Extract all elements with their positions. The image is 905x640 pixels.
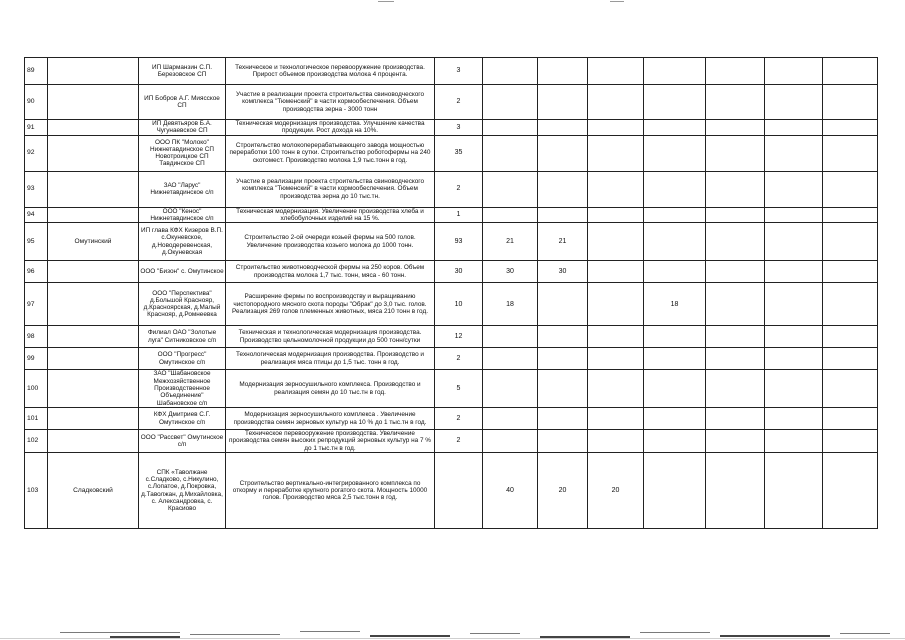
district-name [48,283,139,326]
district-name [48,171,139,207]
row-number: 97 [25,283,48,326]
project-description: Модернизация зерносушильного комплекса. Производство и реализация семян до 10 тыс.тн в год. [226,370,435,408]
total-value: 2 [435,430,483,453]
value-cell-4 [644,135,706,171]
row-number: 101 [25,408,48,430]
row-number: 98 [25,326,48,348]
table-row [25,171,878,207]
district-name [48,326,139,348]
project-description: Техническая модернизация производства. Улучшение качества продукции. Рост дохода на 10%. [226,120,435,136]
empty-cell-6 [765,430,823,453]
value-cell-2 [538,171,588,207]
value-cell-2 [538,283,588,326]
total-value: 10 [435,283,483,326]
table-row [25,85,878,120]
value-cell-3 [588,120,644,136]
table-row [25,370,878,408]
organization-name: ИП глава КФХ Кизеров В.П. с.Окуневское, д.Новодеревенская, д.Окуневская [139,223,226,261]
row-number: 95 [25,223,48,261]
total-value: 30 [435,261,483,283]
value-cell-2: 30 [538,261,588,283]
empty-cell-6 [765,408,823,430]
value-cell-4 [644,207,706,223]
value-cell-3 [588,370,644,408]
total-value: 93 [435,223,483,261]
empty-cell-6 [765,120,823,136]
scan-artifact-top [0,0,905,3]
total-value: 12 [435,326,483,348]
value-cell-2 [538,408,588,430]
table-row [25,58,878,85]
registry-table-body [25,58,878,529]
project-description: Строительство молокоперерабатывающего завода мощностью переработки 100 тонн в сутки. Строительство роботофермы на 240 скотомест. Производство молока 1,9 тыс.тонн в год. [226,135,435,171]
organization-name: ЗАО "Шабановское Межхозяйственное Производственное Объединение" Шабановское с/п [139,370,226,408]
value-cell-4 [644,370,706,408]
value-cell-5 [706,261,765,283]
value-cell-1 [483,326,538,348]
table-row [25,223,878,261]
project-description: Строительство животноводческой фермы на 250 коров. Объем производства молока 1,7 тыс. тонн, мяса - 60 тонн. [226,261,435,283]
total-value: 35 [435,135,483,171]
value-cell-5 [706,326,765,348]
value-cell-2 [538,370,588,408]
value-cell-4 [644,120,706,136]
value-cell-4 [644,261,706,283]
value-cell-3 [588,135,644,171]
value-cell-1: 30 [483,261,538,283]
project-description: Строительство 2-ой очереди козьей фермы на 500 голов. Увеличение производства козьего молока до 1000 тонн. [226,223,435,261]
row-number: 102 [25,430,48,453]
organization-name: КФХ Дмитриев С.Г. Омутинское с/п [139,408,226,430]
value-cell-1 [483,348,538,370]
total-value: 3 [435,120,483,136]
table-row [25,408,878,430]
value-cell-4 [644,58,706,85]
registry-table [24,57,878,529]
value-cell-2 [538,85,588,120]
row-number: 91 [25,120,48,136]
district-name [48,58,139,85]
project-description: Техническое и технологическое перевооружение производства. Прирост объемов производства молока 4 процента. [226,58,435,85]
value-cell-1: 40 [483,453,538,529]
empty-cell-7 [823,408,878,430]
empty-cell-6 [765,283,823,326]
value-cell-5 [706,408,765,430]
district-name [48,430,139,453]
table-row [25,207,878,223]
value-cell-2 [538,58,588,85]
table-row [25,283,878,326]
table-row [25,453,878,529]
organization-name: ООО "Рассвет" Омутинское с/п [139,430,226,453]
project-description: Участие в реализации проекта строительства свиноводческого комплекса "Тюменский" в части кормообеспечения. Объем производства зерна - 3000 тонн [226,85,435,120]
row-number: 100 [25,370,48,408]
district-name [48,348,139,370]
value-cell-1: 21 [483,223,538,261]
value-cell-3 [588,283,644,326]
value-cell-3: 20 [588,453,644,529]
value-cell-3 [588,326,644,348]
value-cell-1 [483,120,538,136]
project-description: Модернизация зерносушильного комплекса . Увеличение производства семян зерновых культур на 10 % до 1 тыс.тн в год. [226,408,435,430]
value-cell-2: 21 [538,223,588,261]
district-name [48,261,139,283]
value-cell-2 [538,348,588,370]
value-cell-4 [644,223,706,261]
value-cell-4 [644,408,706,430]
row-number: 89 [25,58,48,85]
value-cell-1 [483,171,538,207]
empty-cell-7 [823,120,878,136]
value-cell-3 [588,223,644,261]
value-cell-5 [706,430,765,453]
value-cell-3 [588,85,644,120]
total-value: 2 [435,408,483,430]
row-number: 96 [25,261,48,283]
value-cell-4 [644,430,706,453]
organization-name: ООО "Перспектива" д.Большой Краснояр, д.Красноярская, д.Малый Краснояр, д.Ромнеевка [139,283,226,326]
project-description: Техническое перевооружение производства. Увеличение производства семян высоких репродукций зерновых культур на 7 % до 1 тыс.тн в год. [226,430,435,453]
total-value: 2 [435,348,483,370]
organization-name: СПК «Таволжане с.Сладково, с.Никулино, с.Лопатое, д.Покровка, д.Таволжан, д.Михайловка, с. Александровка, с. Красиово [139,453,226,529]
empty-cell-6 [765,135,823,171]
value-cell-5 [706,223,765,261]
value-cell-1 [483,58,538,85]
organization-name: ЗАО "Ларус" Нижнетавдинское с/п [139,171,226,207]
empty-cell-7 [823,348,878,370]
value-cell-3 [588,58,644,85]
value-cell-3 [588,408,644,430]
total-value: 2 [435,85,483,120]
organization-name: ИП Шарманзин С.П. Березовское СП [139,58,226,85]
value-cell-5 [706,58,765,85]
value-cell-1 [483,408,538,430]
empty-cell-6 [765,58,823,85]
total-value [435,453,483,529]
empty-cell-6 [765,348,823,370]
table-row [25,326,878,348]
value-cell-3 [588,171,644,207]
total-value: 1 [435,207,483,223]
project-description: Технологическая модернизация производства. Производство и реализация мяса птицы до 1,5 тыс. тонн в год. [226,348,435,370]
district-name [48,85,139,120]
value-cell-1 [483,207,538,223]
table-row [25,348,878,370]
project-description: Расширение фермы по воспроизводству и выращиванию чистопородного мясного скота породы "Обрак" до 3,0 тыс. голов. Реализация 269 голов племенных животных, мяса 210 тонн в год. [226,283,435,326]
row-number: 90 [25,85,48,120]
empty-cell-7 [823,85,878,120]
project-description: Техническая модернизация. Увеличение производства хлеба и хлебобулочных изделий на 15 %. [226,207,435,223]
empty-cell-6 [765,207,823,223]
total-value: 3 [435,58,483,85]
value-cell-5 [706,370,765,408]
value-cell-3 [588,261,644,283]
row-number: 99 [25,348,48,370]
empty-cell-6 [765,326,823,348]
value-cell-4 [644,171,706,207]
value-cell-1 [483,430,538,453]
project-description: Строительство вертикально-интегрированного комплекса по откорму и переработке крупного рогатого скота. Мощность 10000 голов. Производство мяса 2,5 тыс.тонн в год. [226,453,435,529]
value-cell-5 [706,171,765,207]
project-description: Участие в реализации проекта строительства свиноводческого комплекса "Тюменский" в части кормообеспечения. Объем производства зерна до 10 тыс.тн. [226,171,435,207]
empty-cell-6 [765,370,823,408]
district-name: Омутинский [48,223,139,261]
value-cell-3 [588,207,644,223]
total-value: 5 [435,370,483,408]
total-value: 2 [435,171,483,207]
value-cell-1 [483,370,538,408]
organization-name: ООО "Прогресс" Омутинское с/п [139,348,226,370]
value-cell-4: 18 [644,283,706,326]
value-cell-2 [538,135,588,171]
empty-cell-7 [823,430,878,453]
value-cell-4 [644,326,706,348]
empty-cell-7 [823,453,878,529]
empty-cell-7 [823,326,878,348]
organization-name: ИП Девятьяров Б.А. Чугунаевское СП [139,120,226,136]
district-name [48,370,139,408]
empty-cell-6 [765,85,823,120]
value-cell-2 [538,207,588,223]
value-cell-4 [644,85,706,120]
row-number: 93 [25,171,48,207]
value-cell-4 [644,348,706,370]
table-row [25,261,878,283]
value-cell-5 [706,85,765,120]
empty-cell-6 [765,261,823,283]
organization-name: Филиал ОАО "Золотые луга" Ситниковское с/п [139,326,226,348]
empty-cell-7 [823,58,878,85]
value-cell-5 [706,207,765,223]
row-number: 94 [25,207,48,223]
organization-name: ООО "Бизон" с. Омутинское [139,261,226,283]
project-description: Техническая и технологическая модернизация производства. Производство цельномолочной продукции до 500 тонн/сутки [226,326,435,348]
value-cell-1 [483,85,538,120]
value-cell-2 [538,120,588,136]
empty-cell-7 [823,223,878,261]
value-cell-5 [706,283,765,326]
empty-cell-7 [823,171,878,207]
empty-cell-7 [823,261,878,283]
scan-artifact-bottom [0,612,905,640]
value-cell-2: 20 [538,453,588,529]
district-name [48,120,139,136]
value-cell-2 [538,326,588,348]
value-cell-3 [588,430,644,453]
empty-cell-6 [765,453,823,529]
empty-cell-7 [823,207,878,223]
value-cell-4 [644,453,706,529]
organization-name: ООО ПК "Молоко" Нижнетавдинское СП Новотроицкое СП Тавдинское СП [139,135,226,171]
district-name [48,408,139,430]
district-name: Сладковский [48,453,139,529]
row-number: 103 [25,453,48,529]
empty-cell-6 [765,171,823,207]
organization-name: ИП Бобров А.Г. Миясское СП [139,85,226,120]
value-cell-2 [538,430,588,453]
value-cell-1 [483,135,538,171]
empty-cell-6 [765,223,823,261]
organization-name: ООО "Кенос" Нижнетавдинское с/п [139,207,226,223]
table-row [25,120,878,136]
value-cell-5 [706,135,765,171]
table-row [25,135,878,171]
value-cell-5 [706,120,765,136]
district-name [48,135,139,171]
value-cell-5 [706,453,765,529]
table-row [25,430,878,453]
empty-cell-7 [823,135,878,171]
value-cell-1: 18 [483,283,538,326]
row-number: 92 [25,135,48,171]
value-cell-3 [588,348,644,370]
empty-cell-7 [823,370,878,408]
value-cell-5 [706,348,765,370]
empty-cell-7 [823,283,878,326]
district-name [48,207,139,223]
